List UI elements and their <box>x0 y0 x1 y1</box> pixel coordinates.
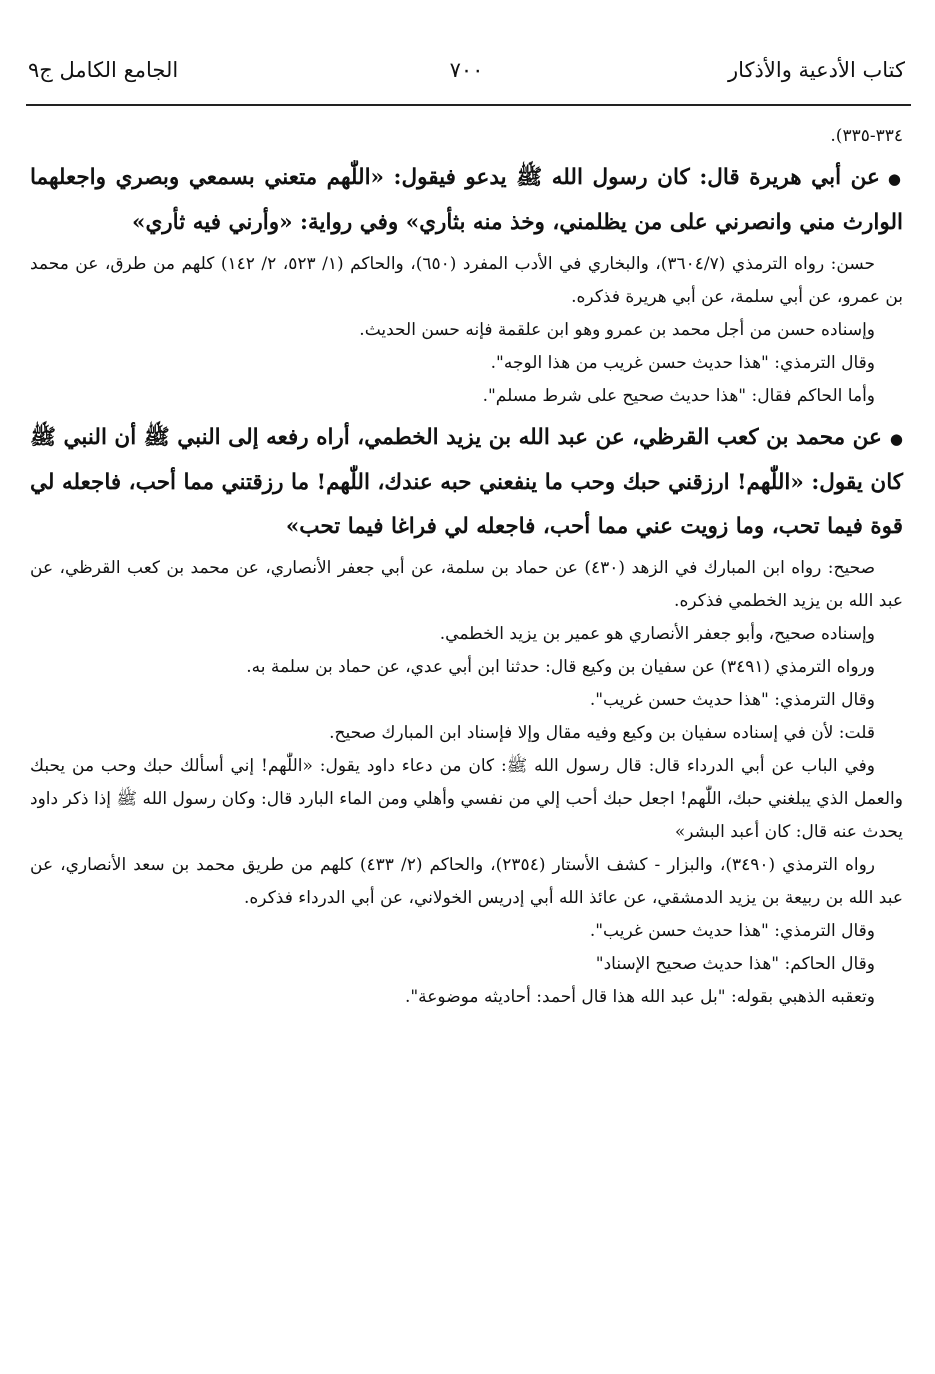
continuation-line: ٣٣٤-٣٣٥). <box>830 126 903 146</box>
note-tirmidhi-3: وقال الترمذي: "هذا حديث حسن غريب". <box>589 921 875 941</box>
bullet-icon: ● <box>889 430 903 448</box>
hadith-2-text: عن محمد بن كعب القرظي، عن عبد الله بن يزيد الخطمي، أراه رفعه إلى النبي ﷺ أن النبي ﷺ كان يقول: «اللّٰهم! ارزقني حبك وحب ما ينفعني حبه عندك، اللّٰهم! ما رزقتني مما أحب، فاجعله لي قوة فيما تحب، وما زويت عني مما أحب، فاجعله لي فراغا فيما تحب» <box>30 425 903 539</box>
hadith-1 <box>30 156 903 245</box>
note-tirmidhi-2b: وقال الترمذي: "هذا حديث حسن غريب". <box>589 690 875 710</box>
page-content <box>30 120 903 1014</box>
note-tirmidhi-2: ورواه الترمذي (٣٤٩١) عن سفيان بن وكيع قال: حدثنا ابن أبي عدي، عن حماد بن سلمة به. <box>246 657 875 677</box>
takhrij-1: حسن: رواه الترمذي (٣٦٠٤/٧)، والبخاري في الأدب المفرد (٦٥٠)، والحاكم (١/ ٥٢٣، ٢/ ١٤٢) كلهم من طرق، عن محمد بن عمرو، عن أبي سلمة، عن أبي هريرة فذكره. <box>30 254 903 307</box>
takhrij-2: صحيح: رواه ابن المبارك في الزهد (٤٣٠) عن حماد بن سلمة، عن أبي جعفر الأنصاري، عن محمد بن كعب القرظي، عن عبد الله بن يزيد الخطمي فذكره. <box>30 558 903 611</box>
chapter-title: كتاب الأدعية والأذكار <box>728 58 905 82</box>
note-hakim-1: وأما الحاكم فقال: "هذا حديث صحيح على شرط مسلم". <box>482 386 875 406</box>
note-qultu: قلت: لأن في إسناده سفيان بن وكيع وفيه مقال وإلا فإسناد ابن المبارك صحيح. <box>329 723 875 743</box>
bullet-icon: ● <box>887 170 903 188</box>
note-dhahabi: وتعقبه الذهبي بقوله: "بل عبد الله هذا قال أحمد: أحاديثه موضوعة". <box>404 987 875 1007</box>
note-isnad-2: وإسناده صحيح، وأبو جعفر الأنصاري هو عمير بن يزيد الخطمي. <box>439 624 875 644</box>
note-tirmidhi-1: وقال الترمذي: "هذا حديث حسن غريب من هذا الوجه". <box>490 353 875 373</box>
book-title: الجامع الكامل ج٩ <box>28 58 179 82</box>
hadith-2 <box>30 416 903 549</box>
takhrij-3: رواه الترمذي (٣٤٩٠)، والبزار - كشف الأستار (٢٣٥٤)، والحاكم (٢/ ٤٣٣) كلهم من طريق محمد بن سعد الأنصاري، عن عبد الله بن ربيعة بن يزيد الدمشقي، عن عائذ الله أبي إدريس الخولاني، عن أبي الدرداء فذكره. <box>30 855 903 908</box>
hadith-1-text: عن أبي هريرة قال: كان رسول الله ﷺ يدعو فيقول: «اللّٰهم متعني بسمعي وبصري واجعلهما الوارث مني وانصرني على من يظلمني، وخذ منه بثأري» وفي رواية: «وأرني فيه ثأري» <box>30 165 903 235</box>
note-bab: وفي الباب عن أبي الدرداء قال: قال رسول الله ﷺ: كان من دعاء داود يقول: «اللّٰهم! إني أسألك حبك وحب من يحبك والعمل الذي يبلغني حبك، اللّٰهم! اجعل حبك أحب إلي من نفسي وأهلي ومن الماء البارد قال: وكان رسول الله ﷺ إذا ذكر داود يحدث عنه قال: كان أعبد البشر» <box>30 756 903 842</box>
header-rule <box>26 104 911 106</box>
note-isnad-1: وإسناده حسن من أجل محمد بن عمرو وهو ابن علقمة فإنه حسن الحديث. <box>359 320 875 340</box>
page-number: ٧٠٠ <box>449 58 484 82</box>
note-hakim-3: وقال الحاكم: "هذا حديث صحيح الإسناد" <box>595 954 875 974</box>
page-header <box>28 58 905 92</box>
